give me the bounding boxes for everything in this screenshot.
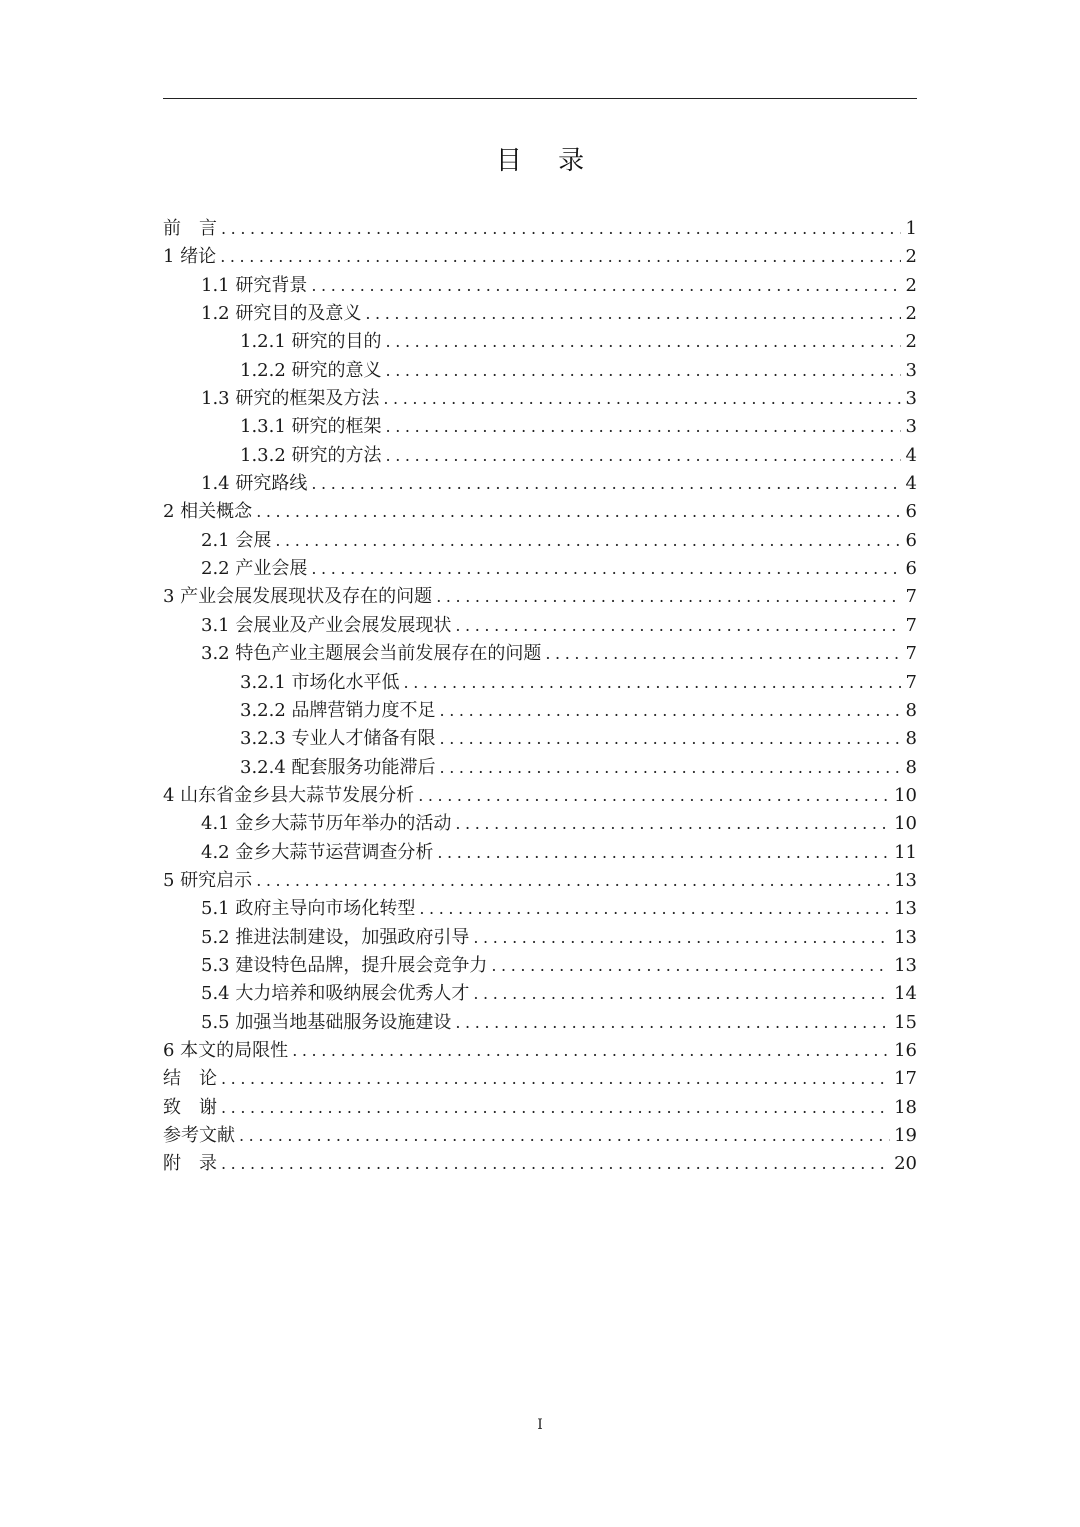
toc-dot-leader [311, 470, 901, 498]
toc-entry-page: 10 [894, 813, 917, 835]
toc-entry-label: 3.2 特色产业主题展会当前发展存在的问题 [201, 643, 542, 665]
toc-entry-page: 2 [905, 246, 917, 268]
toc-entry[interactable] [163, 924, 917, 952]
toc-entry[interactable] [163, 1094, 917, 1122]
toc-dot-leader [440, 725, 901, 753]
toc-dot-leader [404, 669, 901, 697]
toc-entry-page: 15 [894, 1011, 917, 1033]
toc-entry[interactable] [163, 1122, 917, 1150]
toc-dot-leader [455, 810, 890, 838]
toc-entry-label: 1.3.1 研究的框架 [240, 416, 382, 438]
toc-entry[interactable] [163, 1009, 917, 1037]
toc-dot-leader [311, 555, 901, 583]
toc-dot-leader [221, 1065, 890, 1093]
toc-dot-leader [311, 272, 901, 300]
toc-entry-page: 14 [894, 983, 917, 1005]
toc-entry-label: 附 录 [163, 1153, 217, 1175]
toc-entry[interactable] [163, 555, 917, 583]
toc-entry-label: 3.2.3 专业人才储备有限 [240, 728, 436, 750]
toc-entry[interactable] [163, 527, 917, 555]
toc-entry[interactable] [163, 810, 917, 838]
toc-entry-page: 6 [905, 529, 917, 551]
toc-entry-page: 17 [894, 1068, 917, 1090]
toc-entry-page: 2 [905, 303, 917, 325]
toc-dot-leader [418, 782, 890, 810]
toc-entry-page: 1 [905, 218, 917, 239]
toc-entry-label: 4 山东省金乡县大蒜节发展分析 [163, 784, 415, 806]
toc-entry[interactable] [163, 413, 917, 441]
toc-entry-label: 3.2.1 市场化水平低 [240, 671, 400, 693]
toc-entry-label: 结 论 [163, 1068, 217, 1090]
toc-entry-page: 4 [905, 473, 917, 495]
toc-entry[interactable] [163, 215, 917, 243]
toc-entry[interactable] [163, 782, 917, 810]
toc-entry-page: 6 [905, 501, 917, 523]
toc-entry-page: 11 [894, 841, 917, 863]
toc-dot-leader [221, 1094, 890, 1122]
toc-entry[interactable] [163, 328, 917, 356]
toc-dot-leader [256, 498, 901, 526]
toc-dot-leader [220, 243, 901, 271]
toc-entry-page: 13 [894, 898, 917, 920]
toc-entry[interactable] [163, 583, 917, 611]
toc-entry-label: 5.3 建设特色品牌，提升展会竞争力 [201, 954, 488, 976]
toc-entry-page: 20 [894, 1153, 917, 1175]
toc-dot-leader [386, 328, 901, 356]
toc-entry-label: 1.3 研究的框架及方法 [201, 388, 380, 410]
toc-dot-leader [436, 583, 901, 611]
toc-entry-page: 3 [905, 359, 917, 381]
toc-entry-page: 7 [905, 614, 917, 636]
toc-entry-label: 1 绪论 [163, 246, 217, 268]
toc-entry[interactable] [163, 300, 917, 328]
toc-entry-page: 6 [905, 558, 917, 580]
toc-dot-leader [239, 1122, 890, 1150]
toc-entry[interactable] [163, 839, 917, 867]
toc-dot-leader [275, 527, 901, 555]
toc-entry[interactable] [163, 952, 917, 980]
toc-dot-leader [440, 754, 901, 782]
toc-entry-label: 1.2.1 研究的目的 [240, 331, 382, 353]
toc-dot-leader [365, 300, 901, 328]
toc-dot-leader [545, 640, 901, 668]
toc-entry[interactable] [163, 442, 917, 470]
toc-dot-leader [386, 357, 901, 385]
toc-entry-page: 19 [894, 1125, 917, 1146]
toc-dot-leader [221, 215, 901, 243]
toc-entry-page: 2 [905, 331, 917, 353]
header-rule [163, 98, 917, 99]
toc-entry-label: 5.1 政府主导向市场化转型 [201, 898, 416, 920]
toc-entry-page: 13 [894, 926, 917, 948]
toc-entry-label: 致 谢 [163, 1096, 217, 1118]
toc-entry[interactable] [163, 725, 917, 753]
toc-entry-label: 3.2.4 配套服务功能滞后 [240, 756, 436, 778]
toc-entry-page: 2 [905, 274, 917, 296]
toc-entry-page: 10 [894, 784, 917, 806]
toc-entry[interactable] [163, 498, 917, 526]
toc-entry-label: 1.2 研究目的及意义 [201, 303, 362, 325]
toc-entry[interactable] [163, 1037, 917, 1065]
toc-entry-label: 6 本文的局限性 [163, 1039, 289, 1061]
toc-entry-label: 前 言 [163, 218, 217, 239]
toc-entry-page: 3 [905, 388, 917, 410]
toc-entry[interactable] [163, 243, 917, 271]
toc-entry-label: 参考文献 [163, 1125, 235, 1146]
toc-entry-page: 8 [905, 699, 917, 721]
toc-entry-label: 5.4 大力培养和吸纳展会优秀人才 [201, 983, 470, 1005]
toc-entry-page: 8 [905, 756, 917, 778]
toc-dot-leader [437, 839, 890, 867]
toc-dot-leader [455, 612, 901, 640]
toc-dot-leader [292, 1037, 890, 1065]
toc-entry-page: 13 [894, 869, 917, 891]
toc-entry[interactable] [163, 640, 917, 668]
toc-entry-page: 4 [905, 444, 917, 466]
toc-dot-leader [256, 867, 890, 895]
toc-entry[interactable] [163, 385, 917, 413]
toc-entry-page: 16 [894, 1039, 917, 1061]
toc-entry-label: 2.1 会展 [201, 529, 272, 551]
toc-entry-page: 7 [905, 586, 917, 608]
toc-dot-leader [221, 1150, 890, 1178]
toc-dot-leader [440, 697, 901, 725]
toc-dot-leader [473, 980, 890, 1008]
toc-entry-page: 18 [894, 1096, 917, 1118]
toc-list [163, 215, 917, 1179]
page-number: I [537, 1417, 543, 1433]
toc-dot-leader [383, 385, 901, 413]
toc-entry[interactable] [163, 357, 917, 385]
toc-entry-label: 2 相关概念 [163, 501, 253, 523]
toc-entry[interactable] [163, 980, 917, 1008]
toc-dot-leader [386, 413, 901, 441]
toc-entry-page: 13 [894, 954, 917, 976]
toc-entry-label: 4.2 金乡大蒜节运营调查分析 [201, 841, 434, 863]
toc-entry-page: 7 [905, 671, 917, 693]
toc-entry-label: 3 产业会展发展现状及存在的问题 [163, 586, 433, 608]
toc-dot-leader [491, 952, 890, 980]
toc-entry-label: 5.5 加强当地基础服务设施建设 [201, 1011, 452, 1033]
toc-entry[interactable] [163, 754, 917, 782]
toc-entry[interactable] [163, 612, 917, 640]
toc-entry-label: 3.2.2 品牌营销力度不足 [240, 699, 436, 721]
toc-entry-label: 4.1 金乡大蒜节历年举办的活动 [201, 813, 452, 835]
toc-dot-leader [419, 895, 890, 923]
toc-entry-label: 1.4 研究路线 [201, 473, 308, 495]
toc-entry-label: 3.1 会展业及产业会展发展现状 [201, 614, 452, 636]
toc-entry-label: 1.1 研究背景 [201, 274, 308, 296]
toc-entry-page: 7 [905, 643, 917, 665]
toc-dot-leader [473, 924, 890, 952]
toc-entry[interactable] [163, 867, 917, 895]
toc-entry[interactable] [163, 272, 917, 300]
toc-entry-label: 5 研究启示 [163, 869, 253, 891]
toc-entry-page: 8 [905, 728, 917, 750]
toc-entry[interactable] [163, 1150, 917, 1178]
toc-entry-label: 5.2 推进法制建设，加强政府引导 [201, 926, 470, 948]
toc-entry-label: 1.3.2 研究的方法 [240, 444, 382, 466]
toc-entry-label: 2.2 产业会展 [201, 558, 308, 580]
toc-dot-leader [455, 1009, 890, 1037]
toc-entry-page: 3 [905, 416, 917, 438]
toc-entry[interactable] [163, 1065, 917, 1093]
toc-title: 目 录 [495, 146, 599, 176]
toc-entry[interactable] [163, 697, 917, 725]
toc-dot-leader [386, 442, 901, 470]
toc-entry[interactable] [163, 895, 917, 923]
toc-entry[interactable] [163, 669, 917, 697]
toc-entry-label: 1.2.2 研究的意义 [240, 359, 382, 381]
toc-entry[interactable] [163, 470, 917, 498]
